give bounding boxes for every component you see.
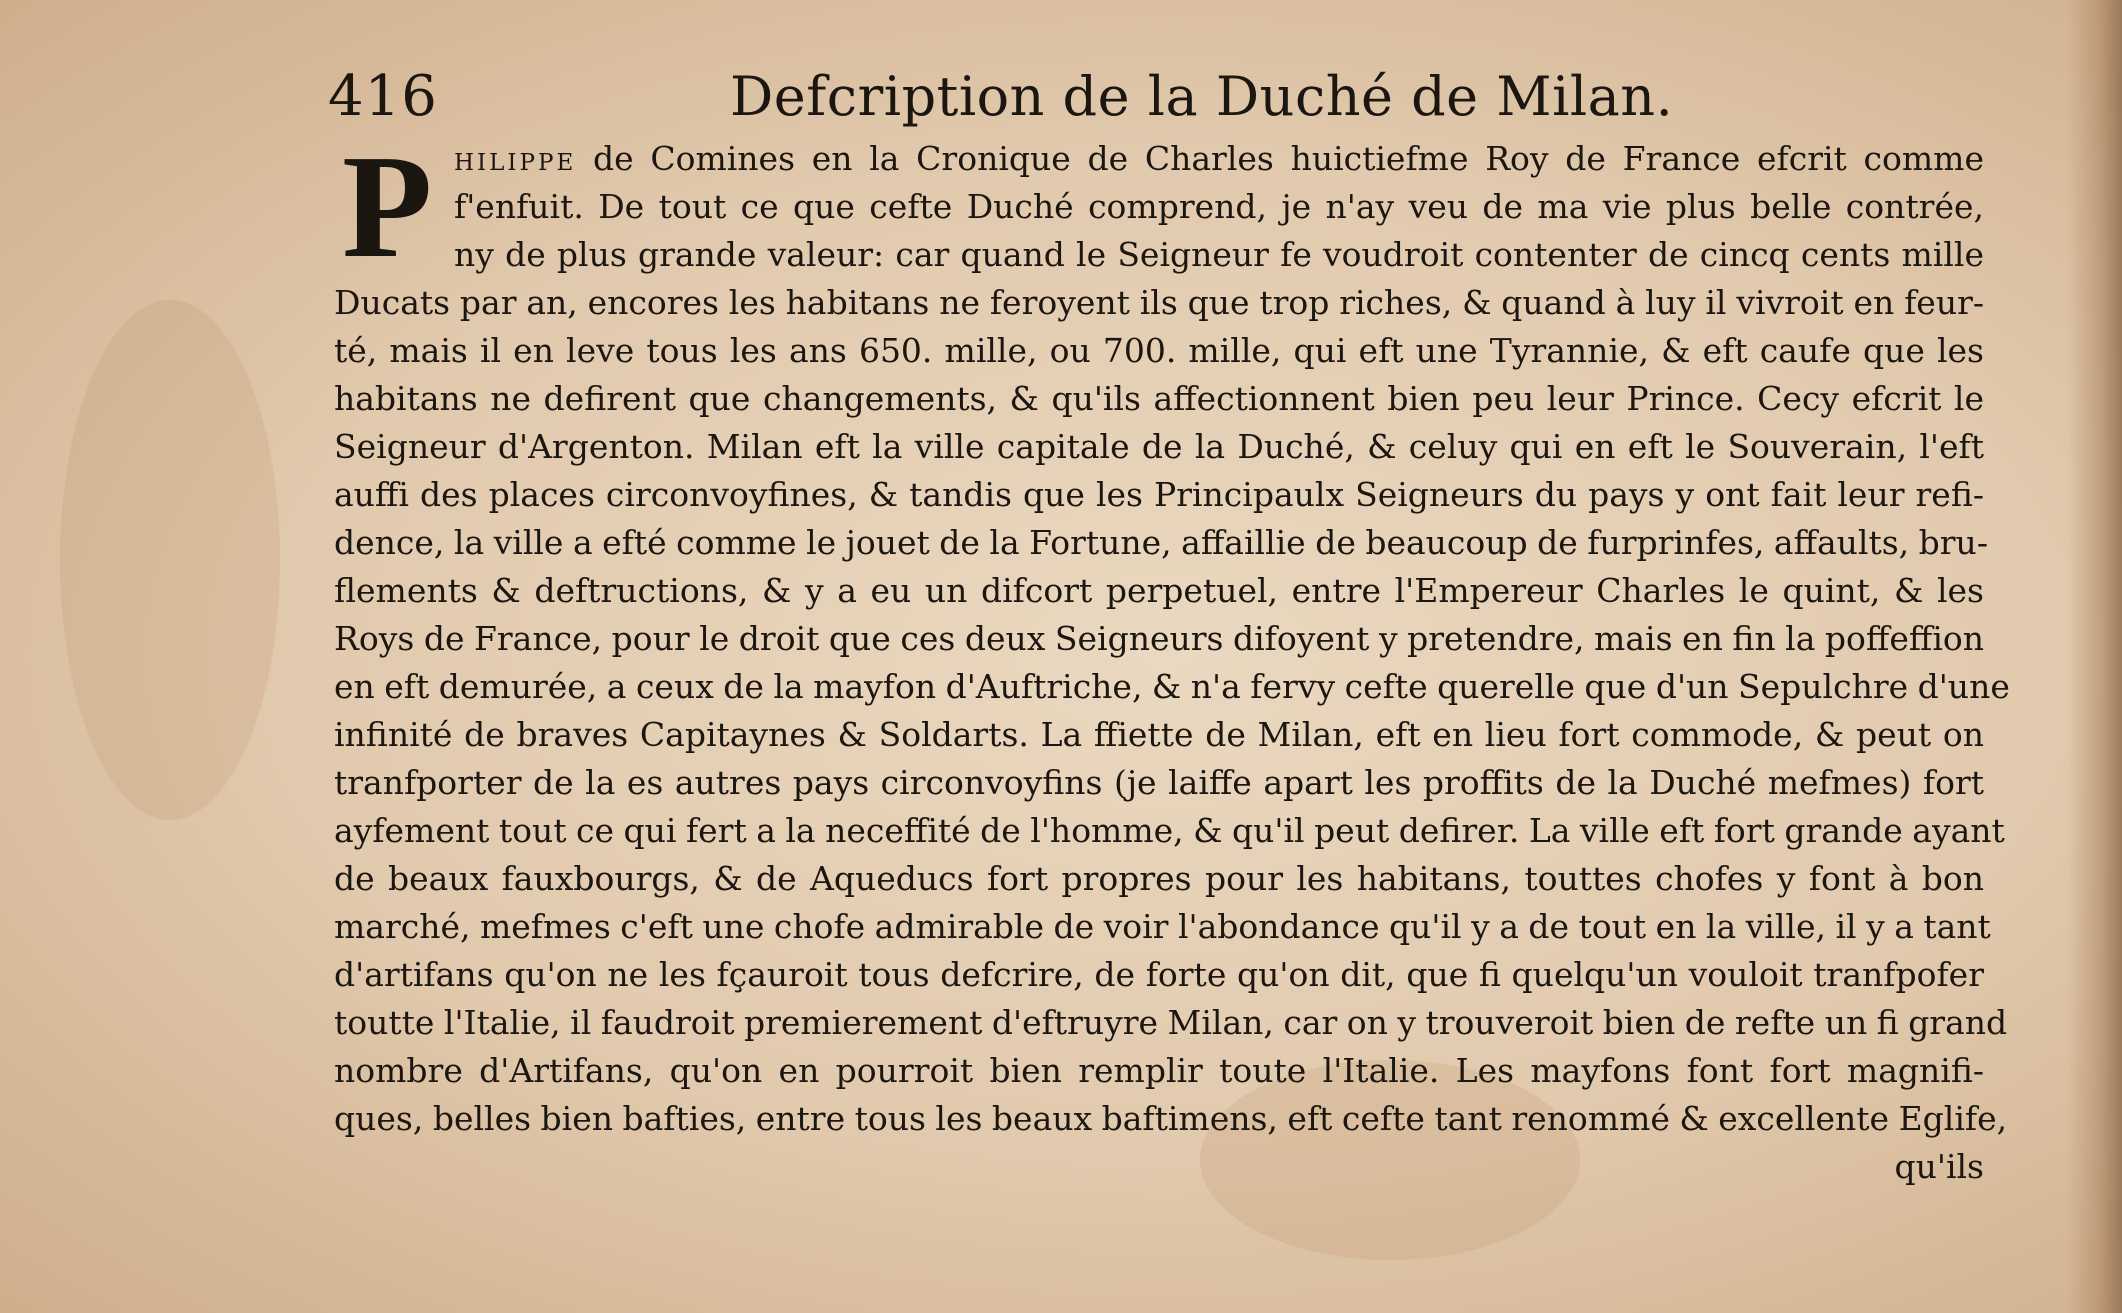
line-text: de Comines en la Cronique de Charles huictiefme Roy de France efcrit comme: [592, 139, 1984, 178]
line-text: nombre d'Artifans, qu'on en pourroit bien remplir toute l'Italie. Les mayfons font fort magnifi-: [334, 1051, 1984, 1090]
line-text: auffi des places circonvoyfines, & tandis que les Principaulx Seigneurs du pays y ont fait leur refi-: [334, 475, 1984, 514]
line-text: en eft demurée, a ceux de la mayfon d'Auftriche, & n'a fervy cefte querelle que d'un Sepulchre d'une: [334, 667, 2010, 706]
text-line: [334, 759, 1984, 807]
text-line: [334, 807, 2005, 855]
line-text: marché, mefmes c'eft une chofe admirable de voir l'abondance qu'il y a de tout en la ville, il y a tant: [334, 907, 1991, 946]
line-text: dence, la ville a efté comme le jouet de la Fortune, affaillie de beaucoup de furprinfes, affaults, bru-: [334, 523, 1988, 562]
text-line: [334, 135, 1984, 183]
line-text: ques, belles bien bafties, entre tous les beaux baftimens, eft cefte tant renommé & excellente Eglife,: [334, 1099, 2008, 1138]
line-text: qu'ils: [1894, 1147, 1984, 1186]
text-line: [334, 471, 1984, 519]
line-text: ayfement tout ce qui fert a la neceffité de l'homme, & qu'il peut defirer. La ville eft fort grande ayant: [334, 811, 2005, 850]
text-line: [334, 1095, 2008, 1143]
text-line: [334, 615, 1984, 663]
line-text: d'artifans qu'on ne les fçauroit tous defcrire, de forte qu'on dit, que fi quelqu'un vouloit tranfpofer: [334, 955, 1984, 994]
page-header: [328, 62, 1988, 132]
text-line: [334, 903, 1991, 951]
page-number: 416: [328, 64, 438, 129]
text-line: [454, 231, 1984, 279]
line-text: toutte l'Italie, il faudroit premierement d'eftruyre Milan, car on y trouveroit bien de refte un fi grand: [334, 1003, 2008, 1042]
text-line: [334, 951, 1984, 999]
drop-cap: P: [342, 125, 433, 289]
line-text: Ducats par an, encores les habitans ne feroyent ils que trop riches, & quand à luy il vivroit en feur-: [334, 283, 1984, 322]
line-text: habitans ne defirent que changements, & qu'ils affectionnent bien peu leur Prince. Cecy efcrit le: [334, 379, 1984, 418]
line-text: Seigneur d'Argenton. Milan eft la ville capitale de la Duché, & celuy qui en eft le Souverain, l'eft: [334, 427, 1984, 466]
line-text: de beaux fauxbourgs, & de Aqueducs fort propres pour les habitans, touttes chofes y font à bon: [334, 859, 1984, 898]
text-line: [334, 663, 2010, 711]
text-line: [334, 711, 1984, 759]
line-text: Roys de France, pour le droit que ces deux Seigneurs difoyent y pretendre, mais en fin la poffeffion: [334, 619, 1984, 658]
line-text: tranfporter de la es autres pays circonvoyfins (je laiffe apart les proffits de la Duché mefmes) fort: [334, 763, 1984, 802]
opening-word: hilippe: [454, 139, 577, 178]
running-title: Defcription de la Duché de Milan.: [730, 65, 1674, 128]
text-line: [334, 423, 1984, 471]
text-line: [334, 327, 1984, 375]
text-line: [334, 519, 1988, 567]
catchword: [334, 1143, 1984, 1191]
line-text: ny de plus grande valeur: car quand le Seigneur fe voudroit contenter de cincq cents mille: [454, 235, 1984, 274]
text-line: [334, 279, 1984, 327]
text-line: [334, 567, 1984, 615]
text-line: [334, 999, 2008, 1047]
page-gutter: [2067, 0, 2122, 1313]
text-line: [454, 183, 1984, 231]
line-text: infinité de braves Capitaynes & Soldarts. La ffiette de Milan, eft en lieu fort commode, & peut on: [334, 715, 1984, 754]
paper-stain: [60, 300, 280, 820]
text-line: [334, 1047, 1984, 1095]
line-text: flements & deftructions, & y a eu un difcort perpetuel, entre l'Empereur Charles le quint, & les: [334, 571, 1984, 610]
text-line: [334, 375, 1984, 423]
line-text: f'enfuit. De tout ce que cefte Duché comprend, je n'ay veu de ma vie plus belle contrée,: [454, 187, 1984, 226]
line-text: té, mais il en leve tous les ans 650. mille, ou 700. mille, qui eft une Tyrannie, & eft caufe que les: [334, 331, 1984, 370]
text-line: [334, 855, 1984, 903]
